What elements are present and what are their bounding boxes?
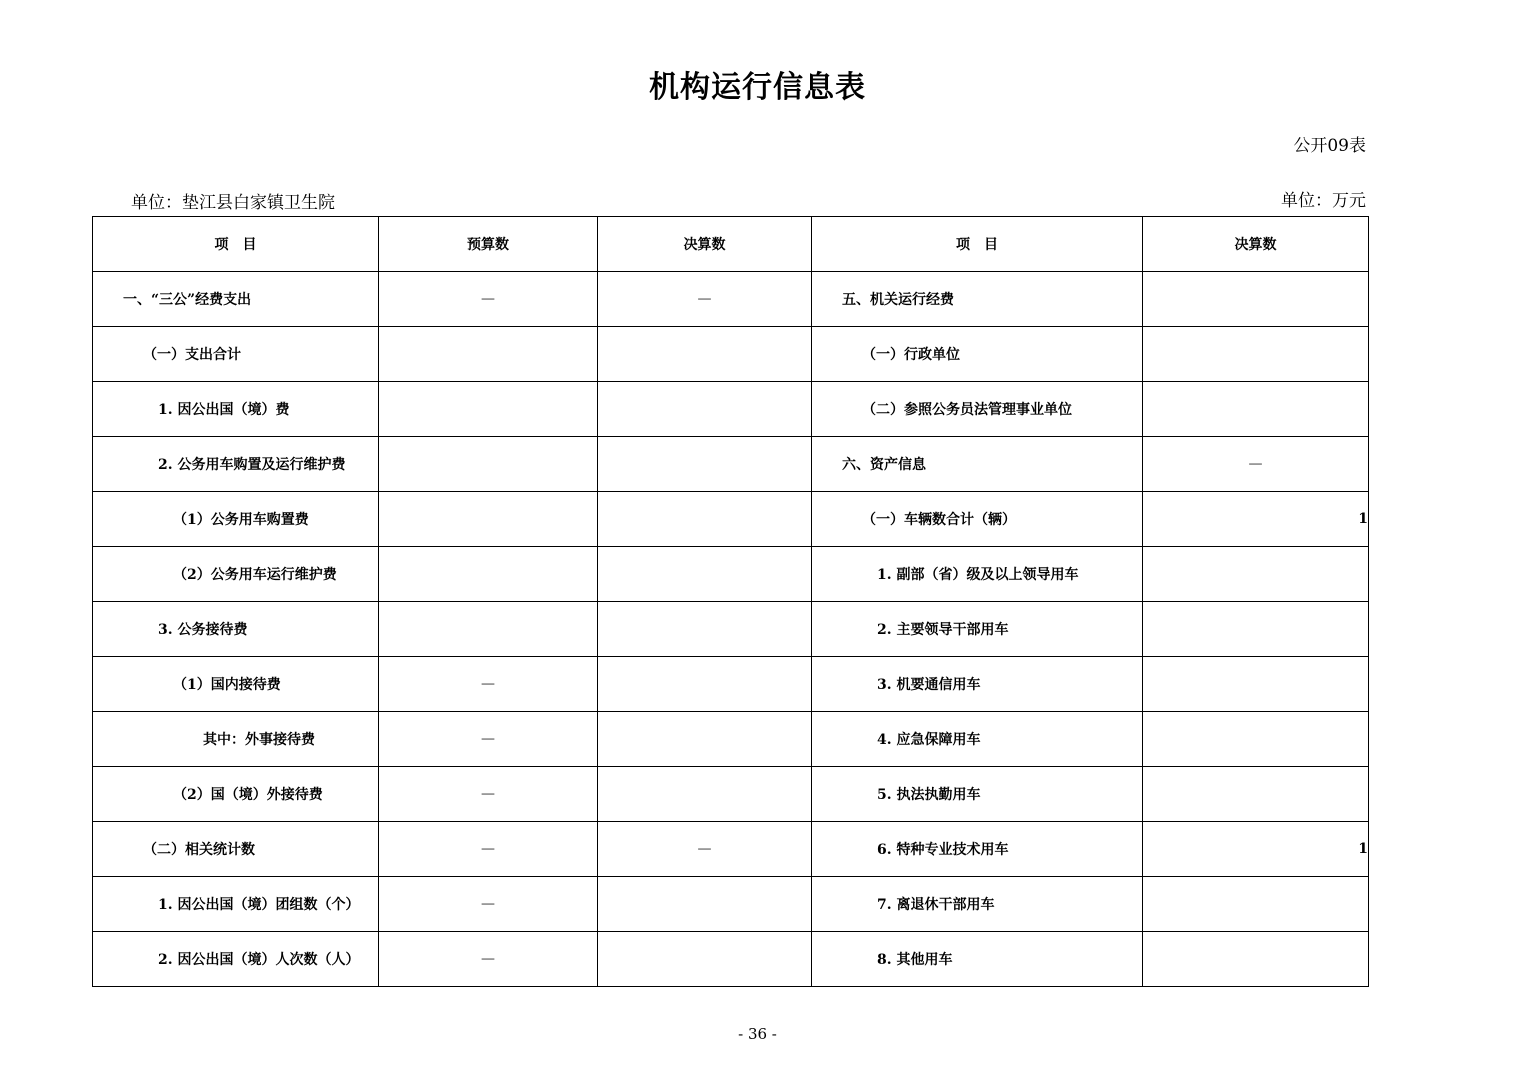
table-row (93, 767, 1369, 822)
table-row (93, 932, 1369, 987)
row-label-right: 六、资产信息 (812, 437, 1143, 492)
dash-mark: — (481, 291, 495, 307)
row-budget (379, 822, 598, 877)
row-budget (379, 712, 598, 767)
dash-mark: — (697, 841, 712, 857)
table-row (93, 877, 1369, 932)
row-label-left: （2）国（境）外接待费 (93, 767, 379, 822)
dash-mark: — (481, 786, 495, 802)
dash-mark: — (481, 731, 495, 747)
table-header-row (93, 217, 1369, 272)
row-label-left: 1. 因公出国（境）团组数（个） (93, 877, 379, 932)
row-final (598, 272, 812, 327)
row-label-left: 1. 因公出国（境）费 (93, 382, 379, 437)
row-label-right: 1. 副部（省）级及以上领导用车 (812, 547, 1143, 602)
dash-mark: — (481, 896, 495, 912)
row-final (598, 492, 812, 547)
table-row (93, 712, 1369, 767)
row-budget (379, 547, 598, 602)
row-budget (379, 657, 598, 712)
row-value: 1 (1143, 492, 1369, 547)
row-label-right: 2. 主要领导干部用车 (812, 602, 1143, 657)
row-final (598, 932, 812, 987)
row-budget (379, 602, 598, 657)
row-final (598, 712, 812, 767)
table-row (93, 602, 1369, 657)
row-value (1143, 382, 1369, 437)
row-label-right: 3. 机要通信用车 (812, 657, 1143, 712)
row-value (1143, 272, 1369, 327)
row-budget (379, 382, 598, 437)
row-label-right: （二）参照公务员法管理事业单位 (812, 382, 1143, 437)
row-final (598, 382, 812, 437)
header-item-right: 项 目 (812, 217, 1143, 272)
dash-mark: — (481, 676, 495, 692)
unit-currency: 单位：万元 (1281, 191, 1366, 211)
unit-organization: 单位：垫江县白家镇卫生院 (131, 193, 335, 213)
row-value (1143, 602, 1369, 657)
table-row (93, 822, 1369, 877)
row-value: 1 (1143, 822, 1369, 877)
row-budget (379, 492, 598, 547)
table-row (93, 382, 1369, 437)
row-label-left: （1）公务用车购置费 (93, 492, 379, 547)
dash-mark: — (1248, 456, 1263, 472)
page-number: - 36 - (738, 1025, 777, 1043)
row-label-left: 2. 因公出国（境）人次数（人） (93, 932, 379, 987)
row-label-right: 五、机关运行经费 (812, 272, 1143, 327)
table-row (93, 492, 1369, 547)
row-label-left: 一、“三公”经费支出 (93, 272, 379, 327)
dash-mark: — (481, 841, 495, 857)
row-label-left: 2. 公务用车购置及运行维护费 (93, 437, 379, 492)
table-row (93, 327, 1369, 382)
page-title: 机构运行信息表 (649, 70, 866, 105)
table-row (93, 272, 1369, 327)
row-value (1143, 657, 1369, 712)
row-budget (379, 272, 598, 327)
row-value (1143, 767, 1369, 822)
row-label-left: 3. 公务接待费 (93, 602, 379, 657)
row-final (598, 437, 812, 492)
dash-mark: — (481, 951, 495, 967)
row-label-left: （1）国内接待费 (93, 657, 379, 712)
table-row (93, 437, 1369, 492)
row-final (598, 657, 812, 712)
row-final (598, 327, 812, 382)
row-final (598, 877, 812, 932)
form-number: 公开09表 (1293, 136, 1366, 156)
institution-operation-table (92, 216, 1369, 987)
row-final (598, 602, 812, 657)
row-label-right: 6. 特种专业技术用车 (812, 822, 1143, 877)
header-item-left: 项 目 (93, 217, 379, 272)
row-value (1143, 437, 1369, 492)
table-row (93, 657, 1369, 712)
row-label-left: （一）支出合计 (93, 327, 379, 382)
row-value (1143, 712, 1369, 767)
header-budget: 预算数 (379, 217, 598, 272)
dash-mark: — (697, 291, 712, 307)
row-budget (379, 437, 598, 492)
row-label-left: （2）公务用车运行维护费 (93, 547, 379, 602)
row-label-right: 5. 执法执勤用车 (812, 767, 1143, 822)
row-label-right: （一）行政单位 (812, 327, 1143, 382)
row-label-left: 其中：外事接待费 (93, 712, 379, 767)
row-budget (379, 327, 598, 382)
row-final (598, 767, 812, 822)
row-budget (379, 877, 598, 932)
row-label-right: （一）车辆数合计（辆） (812, 492, 1143, 547)
header-final-left: 决算数 (598, 217, 812, 272)
row-final (598, 547, 812, 602)
row-budget (379, 932, 598, 987)
table-row (93, 547, 1369, 602)
row-label-right: 4. 应急保障用车 (812, 712, 1143, 767)
row-label-right: 7. 离退休干部用车 (812, 877, 1143, 932)
row-value (1143, 932, 1369, 987)
row-value (1143, 547, 1369, 602)
row-value (1143, 877, 1369, 932)
row-label-left: （二）相关统计数 (93, 822, 379, 877)
row-value (1143, 327, 1369, 382)
header-final-right: 决算数 (1143, 217, 1369, 272)
row-final (598, 822, 812, 877)
row-label-right: 8. 其他用车 (812, 932, 1143, 987)
row-budget (379, 767, 598, 822)
